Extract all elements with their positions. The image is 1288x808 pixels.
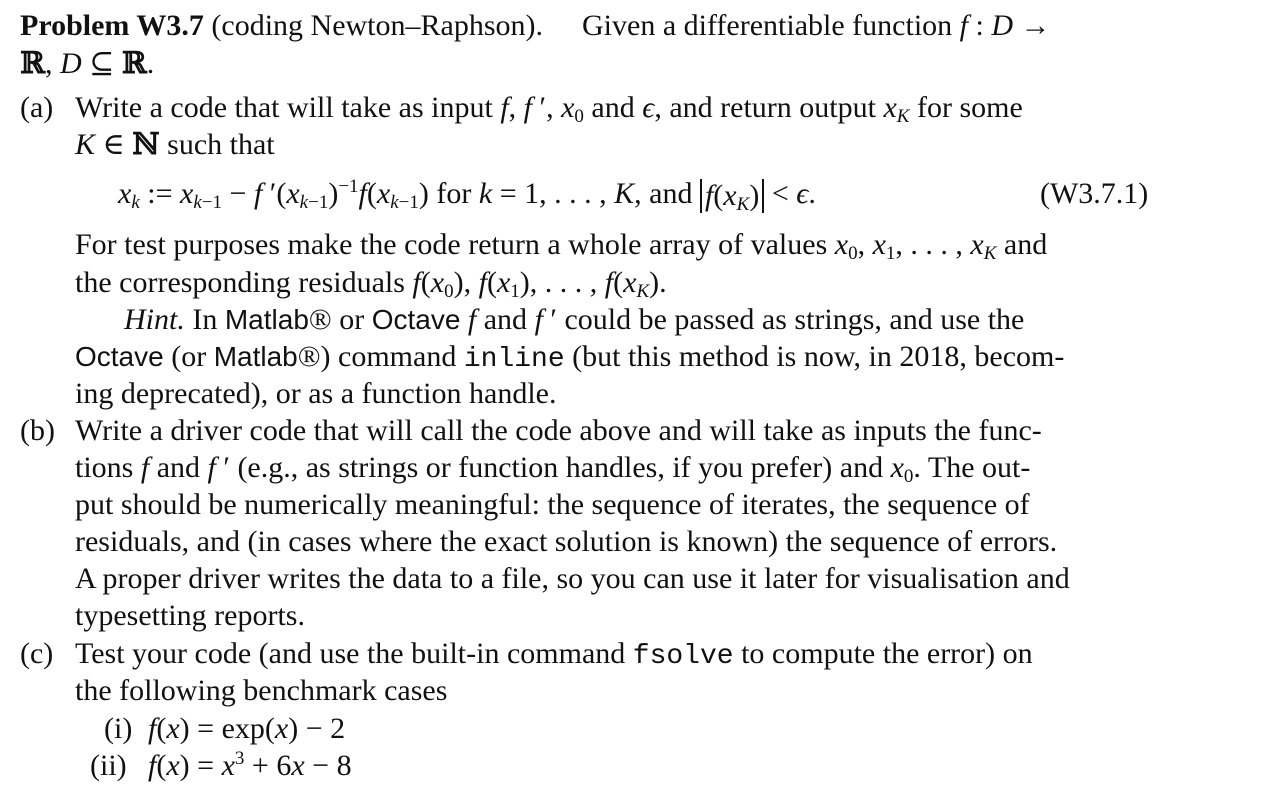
- part-c-line1: [75, 636, 1033, 672]
- hint-label: Hint.: [124, 303, 185, 336]
- domain-line: [20, 46, 154, 82]
- part-a-line2: K ∈ ℕ such that: [75, 127, 275, 162]
- hint-text3: command: [338, 340, 457, 373]
- hint-line2: Octave (or Matlab®) command inline (but this method is now, in 2018, becom-: [75, 340, 1065, 375]
- part-a-line1-text: Write a code that will take as input: [75, 91, 493, 124]
- hint-text4: (but this method is now, in 2018, becom-: [572, 340, 1065, 373]
- problem-title: Problem W3.7: [20, 9, 204, 42]
- inline-command: inline: [463, 344, 565, 375]
- hint-line1: Hint. In Matlab® or Octave f and f ′ could be passed as strings, and use the: [124, 303, 1025, 336]
- domain-text: ℝ, D ⊆ ℝ.: [20, 46, 155, 81]
- part-a-line1: Write a code that will take as input f, f ′, $x_0$ and ϵ, and return output $x_K$ for some: [75, 91, 1023, 127]
- part-c-label: (c): [20, 637, 54, 670]
- octave-name-2: Octave: [75, 341, 164, 372]
- part-a-line1-end: for some: [916, 91, 1023, 124]
- function-signature: f : D →: [959, 9, 1051, 42]
- case-i-formula: f(x) = exp(x) − 2: [148, 712, 346, 745]
- test-line2-text: the corresponding residuals: [75, 266, 405, 299]
- matlab-name-2: Matlab: [213, 341, 298, 372]
- part-b-line1: Write a driver code that will call the code above and will take as inputs the func-: [75, 414, 1042, 447]
- part-c-line1-text: Test your code (and use the built-in command: [75, 637, 626, 670]
- registered-mark-2: ®: [297, 340, 321, 373]
- octave-name: Octave: [371, 304, 461, 335]
- equation-number: (W3.7.1): [1040, 177, 1149, 210]
- part-a-line2-text: such that: [167, 128, 275, 161]
- fsolve-command: fsolve: [632, 641, 734, 672]
- test-line1-text: For test purposes make the code return a whole array of values: [75, 228, 828, 261]
- part-a-label: (a): [20, 91, 54, 124]
- formula-for-text: for: [436, 177, 472, 210]
- part-b-line5: A proper driver writes the data to a file, so you can use it later for visualisation and: [75, 562, 1070, 595]
- part-b-label: (b): [20, 414, 55, 447]
- newton-formula: $x_k$ := $x_{k-1} - f$ $'(x_{k-1})^{-1}f(x_{k-1})$ for k = 1, . . . , K, and $f(x_K) < \epsilon$.: [118, 176, 816, 216]
- problem-subtitle: (coding Newton–Raphson).: [211, 9, 544, 42]
- problem-intro: Given a differentiable function: [582, 9, 953, 42]
- case-ii-formula: $f(x) = x^3 + 6x - 8$: [148, 748, 352, 782]
- residual-abs: $f(x_K)$: [700, 179, 764, 213]
- part-a-test-line2: the corresponding residuals $f(x_0)$, $f(x_1)$, . . . , $f(x_K)$.: [75, 266, 667, 302]
- hint-line3: ing deprecated), or as a function handle.: [75, 377, 557, 410]
- part-b-line2-text: (e.g., as strings or function handles, if you prefer) and: [237, 451, 884, 484]
- hint-text2: could be passed as strings, and use the: [564, 303, 1025, 336]
- part-b-line3: put should be numerically meaningful: the sequence of iterates, the sequence of: [75, 488, 1030, 521]
- case-i-label: (i): [104, 712, 133, 745]
- part-b-line6: typesetting reports.: [75, 599, 305, 632]
- part-c-line2: the following benchmark cases: [75, 674, 448, 707]
- hint-text1: In: [192, 303, 218, 336]
- part-b-line2: tions f and f ′ (e.g., as strings or function handles, if you prefer) and $x_0$. The out-: [75, 451, 1031, 487]
- matlab-name: Matlab: [224, 304, 309, 335]
- problem-header: [20, 8, 1051, 44]
- part-b-line4: residuals, and (in cases where the exact solution is known) the sequence of errors.: [75, 525, 1058, 558]
- part-a-test-line1: For test purposes make the code return a whole array of values $x_0$, $x_1$, . . . , $x_K$ and: [75, 228, 1048, 264]
- part-b-line2-end: . The out-: [913, 451, 1031, 484]
- formula-and-text: and: [649, 177, 693, 210]
- case-ii-label: (ii): [90, 749, 127, 782]
- registered-mark: ®: [308, 303, 332, 336]
- part-c-line1-end: to compute the error) on: [741, 637, 1033, 670]
